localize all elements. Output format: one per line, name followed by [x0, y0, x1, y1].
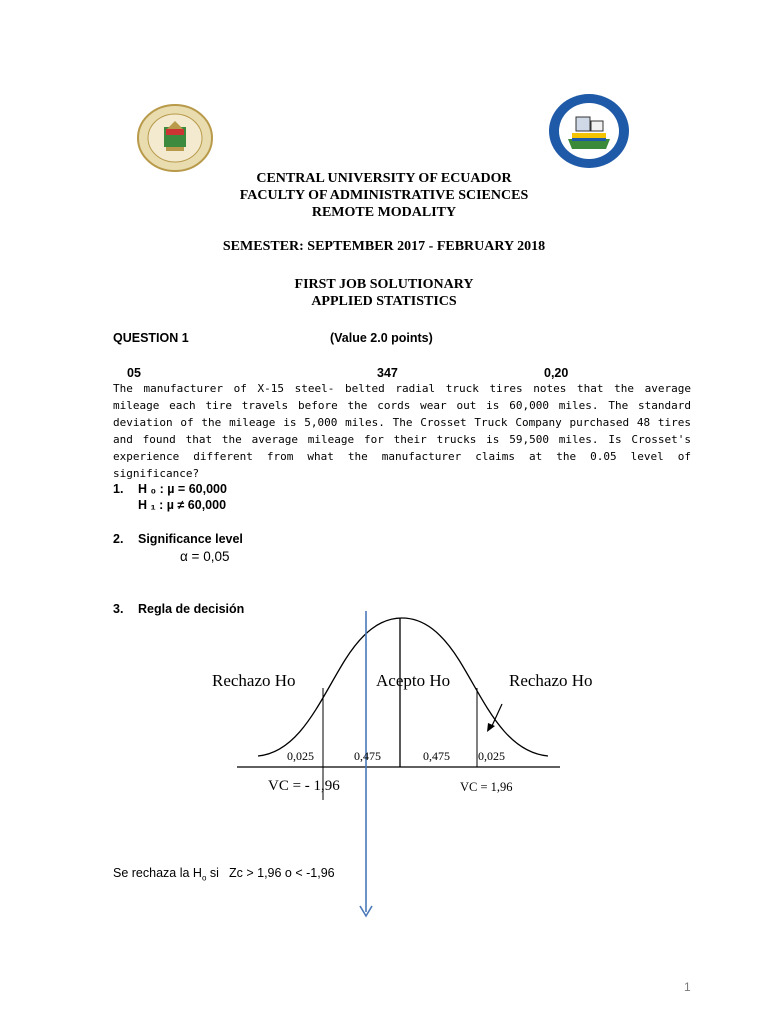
code-middle: 347 — [377, 366, 398, 380]
step3-title: Regla de decisión — [138, 602, 245, 616]
rule-condition: Zc > 1,96 o < -1,96 — [229, 866, 335, 880]
rule-prefix: Se rechaza la H — [113, 866, 202, 880]
null-hypothesis: H ₀ : µ = 60,000 — [138, 482, 227, 496]
rule-subscript: o — [201, 873, 207, 883]
code-right: 0,20 — [544, 366, 569, 380]
area-left-tail: 0,025 — [287, 749, 314, 763]
question-value: (Value 2.0 points) — [330, 331, 433, 345]
step1-number: 1. — [113, 482, 124, 496]
question-text: The manufacturer of X-15 steel- belted radial truck tires notes that the average mileage each tire travels before the cords wear out is 60,000 miles. The standard deviation of the mileage is 5,000 miles. The Crosset Truck Company purchased 48 tires and found that the average mileage for their trucks is 59,500 miles. Is Crosset's experience different from what the manufacturer claims at the 0.05 level of significance? — [113, 382, 691, 480]
alt-hypothesis: H ₁ : µ ≠ 60,000 — [138, 498, 227, 512]
university-name: CENTRAL UNIVERSITY OF ECUADOR — [256, 171, 512, 186]
alpha-value: α = 0,05 — [180, 549, 230, 564]
page-number: 1 — [684, 980, 691, 994]
semester: SEMESTER: SEPTEMBER 2017 - FEBRUARY 2018 — [222, 239, 546, 254]
reject-right-label: Rechazo Ho — [509, 671, 593, 690]
pointer-arrowhead — [487, 723, 495, 732]
critical-value-right: VC = 1,96 — [460, 780, 513, 794]
question-label: QUESTION 1 — [113, 331, 189, 345]
code-left: 05 — [127, 366, 141, 380]
step2-title: Significance level — [138, 532, 243, 546]
rule-suffix: si — [206, 866, 219, 880]
reject-left-label: Rechazo Ho — [212, 671, 296, 690]
area-right-center: 0,475 — [423, 749, 450, 763]
rejection-rule — [113, 866, 219, 883]
area-left-center: 0,475 — [354, 749, 381, 763]
accept-label: Acepto Ho — [376, 671, 451, 690]
step2-number: 2. — [113, 532, 124, 546]
modality: REMOTE MODALITY — [311, 205, 457, 220]
subject-title: APPLIED STATISTICS — [311, 294, 457, 309]
step3-number: 3. — [113, 602, 124, 616]
area-right-tail: 0,025 — [478, 749, 505, 763]
critical-value-left: VC = - 1,96 — [268, 778, 340, 794]
faculty-name: FACULTY OF ADMINISTRATIVE SCIENCES — [239, 188, 529, 203]
document-title: FIRST JOB SOLUTIONARY — [294, 277, 474, 292]
